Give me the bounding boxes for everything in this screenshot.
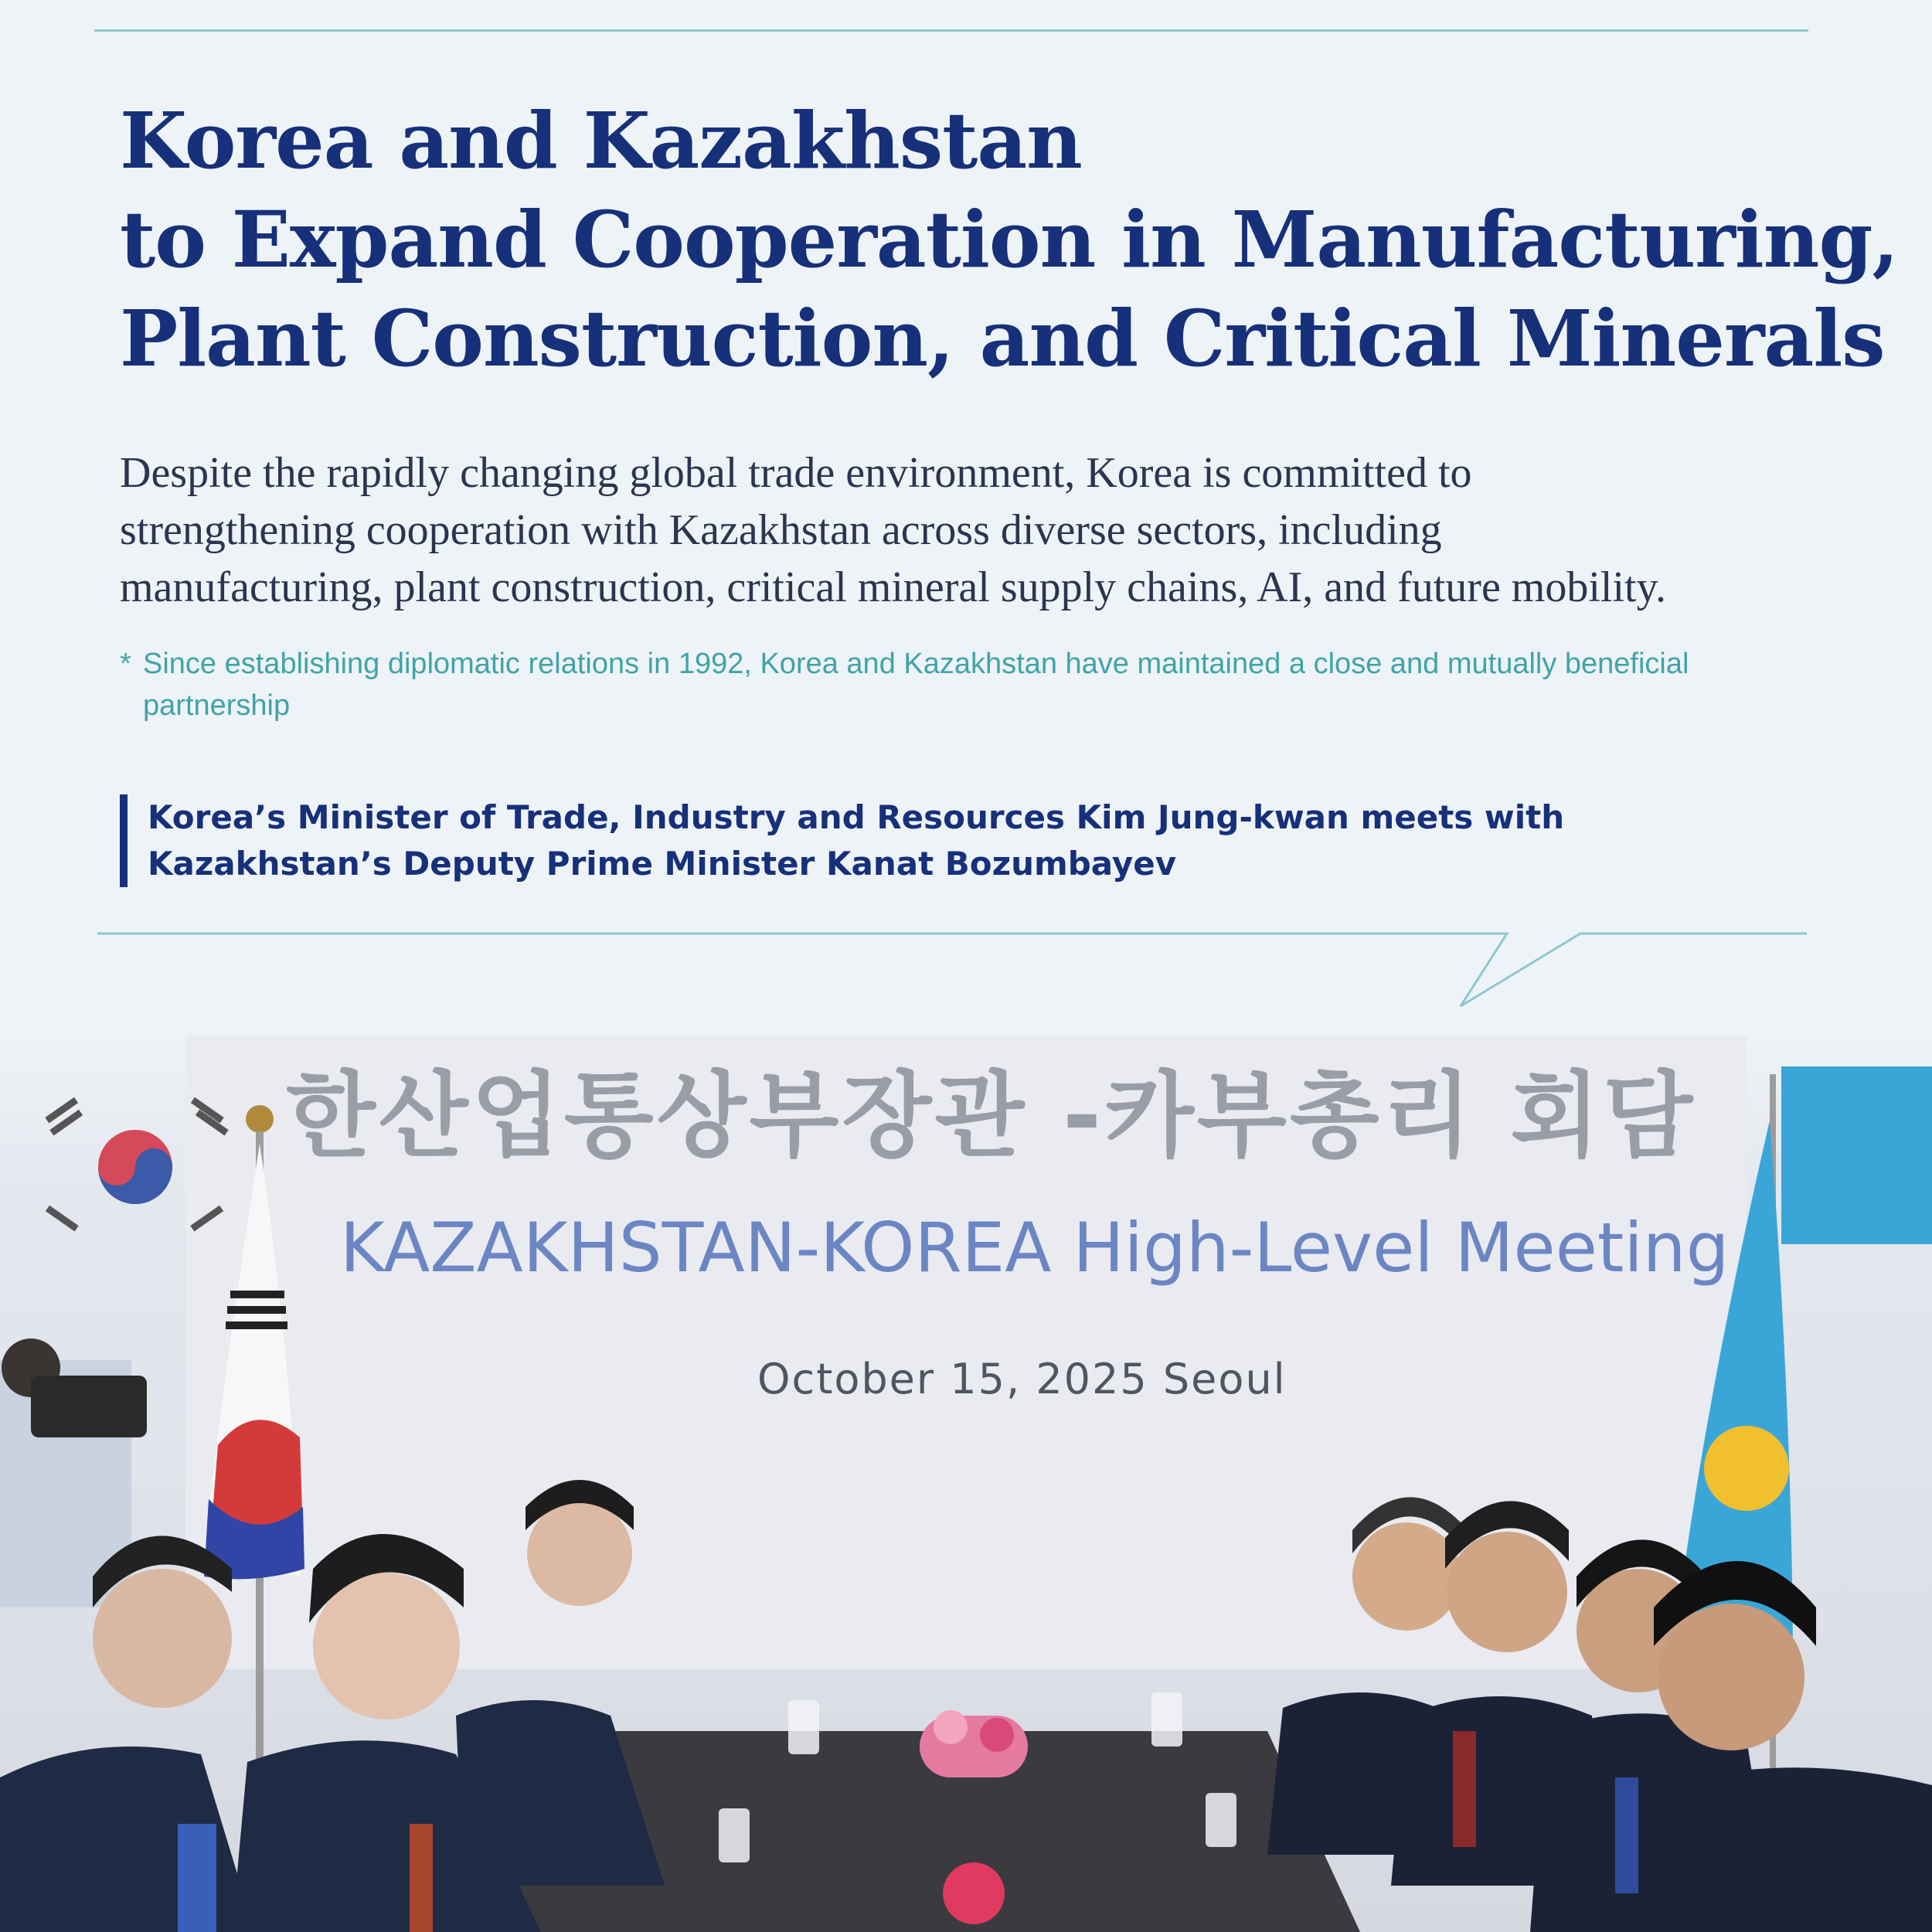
banner-korean-title: 한산업통상부장관 -카부총리 회담 xyxy=(286,1063,1696,1170)
lede-line-3: manufacturing, plant construction, critical mineral supply chains, AI, and future mobility. xyxy=(120,563,1666,611)
lede-paragraph xyxy=(120,444,1851,616)
headline xyxy=(120,91,1899,388)
meeting-photo xyxy=(0,1036,1932,1932)
headline-line-1: Korea and Kazakhstan xyxy=(120,95,1082,186)
footnote-text: Since establishing diplomatic relations in 1992, Korea and Kazakhstan have maintained a close and mutually beneficial partnership xyxy=(143,648,1689,722)
photo-caption-line-2: Kazakhstan’s Deputy Prime Minister Kanat Bozumbayev xyxy=(148,845,1177,883)
headline-line-3: Plant Construction, and Critical Minerals xyxy=(120,293,1885,384)
top-divider xyxy=(94,29,1808,32)
banner-date: October 15, 2025 Seoul xyxy=(757,1355,1287,1403)
photo-caption-line-1: Korea’s Minister of Trade, Industry and Resources Kim Jung-kwan meets with xyxy=(148,798,1565,836)
headline-line-2: to Expand Cooperation in Manufacturing, xyxy=(120,194,1899,285)
speech-bubble-divider xyxy=(0,920,1932,1020)
footnote xyxy=(120,643,1828,726)
banner-english-title: KAZAKHSTAN-KOREA High-Level Meeting xyxy=(340,1208,1730,1287)
lede-line-1: Despite the rapidly changing global trade environment, Korea is committed to xyxy=(120,449,1472,497)
photo-caption xyxy=(120,794,1616,887)
footnote-marker: * xyxy=(120,648,131,680)
lede-line-2: strengthening cooperation with Kazakhstan across diverse sectors, including xyxy=(120,506,1442,554)
